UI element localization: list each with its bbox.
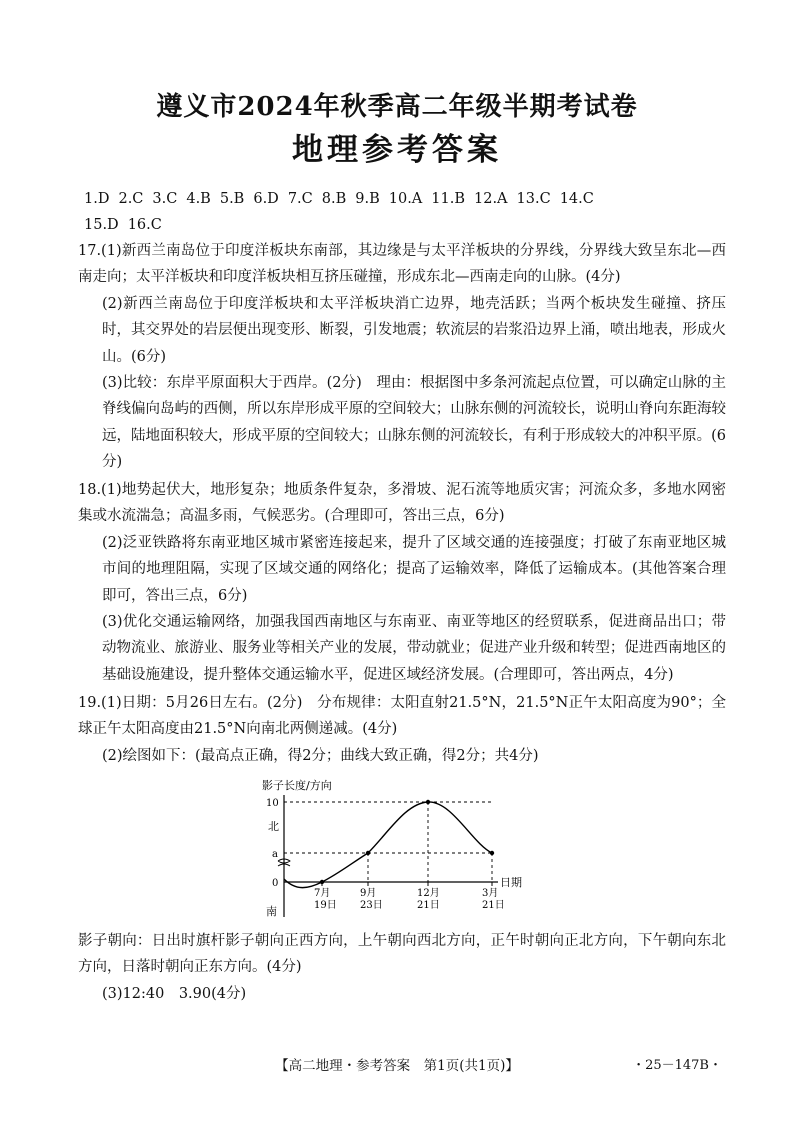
point-sep23: [366, 851, 370, 855]
q19-part1: 19.(1)日期：5月26日左右。(2分) 分布规律：太阳直射21.5°N，21.5°N正午太阳高度为90°；全球正午太阳高度由21.5°N向南北两侧递减。(4分): [78, 695, 726, 738]
answer-r2-1: 16.C: [127, 217, 162, 233]
q18-part2: (2)泛亚铁路将东南亚地区城市紧密连接起来，提升了区域交通的连接强度；打破了东南亚地区城市间的地理阻隔，实现了区域交通的网络化；提高了运输效率，降低了运输成本。(其他答案合理即可，答出三点，6分): [102, 534, 726, 604]
question-18: [78, 477, 726, 688]
point-mar21: [490, 851, 494, 855]
q19-part3: 影子朝向：日出时旗杆影子朝向正西方向，上午朝向西北方向，正午时朝向正北方向，下午朝向东北方向，日落时朝向正东方向。(4分): [78, 933, 726, 976]
answers-row-2: [84, 212, 603, 238]
page-subtitle: 地理参考答案: [292, 132, 502, 168]
answer-0: 1.D: [84, 191, 110, 207]
q19-part2: (2)绘图如下：(最高点正确，得2分；曲线大致正确，得2分；共4分): [102, 747, 539, 764]
chart-xlabel: 日期: [500, 876, 522, 889]
question-19: [78, 690, 726, 769]
xtick-top-3: 12月: [417, 888, 440, 899]
answer-6: 7.C: [287, 191, 313, 207]
answer-3: 4.B: [186, 191, 211, 207]
answer-13: 14.C: [559, 191, 594, 207]
q18-part3: (3)优化交通运输网络，加强我国西南地区与东南亚、南亚等地区的经贸联系，促进商品出口；带动物流业、旅游业、服务业等相关产业的发展，带动就业；促进产业升级和转型；促进西南地区的基础设施建设，提升整体交通运输水平，促进区域经济发展。(合理即可，答出两点，4分): [102, 614, 726, 683]
answer-5: 6.D: [253, 191, 279, 207]
xtick-bottom-2: 23日: [360, 900, 383, 911]
q17-part2: (2)新西兰南岛位于印度洋板块和太平洋板块消亡边界，地壳活跃；当两个板块发生碰撞、挤压时，其交界处的岩层便出现变形、断裂，引发地震；软流层的岩浆沿边界上涌，喷出地表，形成火山。(6分): [102, 295, 726, 365]
answer-7: 8.B: [321, 191, 347, 207]
xtick-top-2: 9月: [360, 888, 377, 899]
answer-2: 3.C: [152, 191, 178, 207]
answer-r2-0: 15.D: [84, 217, 119, 233]
xtick-bottom-3: 21日: [417, 900, 440, 911]
ytick-a: a: [272, 849, 278, 860]
question-19-cont: [78, 928, 726, 1007]
ytick-north: 北: [268, 820, 279, 833]
q17-part3: (3)比较：东岸平原面积大于西岸。(2分) 理由：根据图中多条河流起点位置，可以确定山脉的主脊线偏向岛屿的西侧，所以东岸形成平原的空间较大；山脉东侧的河流较长，说明山脊向东距海较远，陆地面积较大，形成平原的空间较大；山脉东侧的河流较长，有利于形成较大的冲积平原。(6分): [102, 375, 726, 471]
ytick-10: 10: [266, 798, 279, 809]
answer-1: 2.C: [118, 191, 144, 207]
xtick-top-4: 3月: [482, 888, 499, 899]
answer-12: 13.C: [516, 191, 551, 207]
shadow-chart: [260, 775, 530, 925]
question-17: [78, 238, 726, 476]
answer-9: 10.A: [388, 191, 423, 207]
page-footer: 【高二地理・参考答案 第1页(共1页)】: [275, 1058, 519, 1074]
answer-11: 12.A: [474, 191, 508, 207]
q17-part1: 17.(1)新西兰南岛位于印度洋板块东南部，其边缘是与太平洋板块的分界线，分界线大致呈东北—西南走向；太平洋板块和印度洋板块相互挤压碰撞，形成东北—西南走向的山脉。(4分): [78, 243, 726, 286]
point-dec21: [426, 800, 430, 804]
page-code: ・25－147B・: [632, 1058, 722, 1073]
choice-answers: [84, 186, 603, 238]
answers-row-1: [84, 186, 603, 212]
xtick-top-1: 7月: [314, 888, 331, 899]
answer-8: 9.B: [355, 191, 380, 207]
xtick-bottom-4: 21日: [482, 900, 505, 911]
xtick-bottom-1: 19日: [314, 900, 337, 911]
page-title: 遵义市2024年秋季高二年级半期考试卷: [156, 92, 638, 122]
ytick-south: 南: [266, 905, 277, 918]
shadow-curve: [284, 802, 492, 888]
chart-ylabel: 影子长度/方向: [262, 779, 332, 792]
q19-part4: (3)12:40 3.90(4分): [102, 985, 247, 1002]
ytick-0: 0: [272, 878, 279, 889]
q18-part1: 18.(1)地势起伏大，地形复杂；地质条件复杂，多滑坡、泥石流等地质灾害；河流众多，多地水网密集或水流湍急；高温多雨，气候恶劣。(合理即可，答出三点，6分): [78, 482, 726, 525]
answer-10: 11.B: [431, 191, 465, 207]
answer-4: 5.B: [219, 191, 245, 207]
